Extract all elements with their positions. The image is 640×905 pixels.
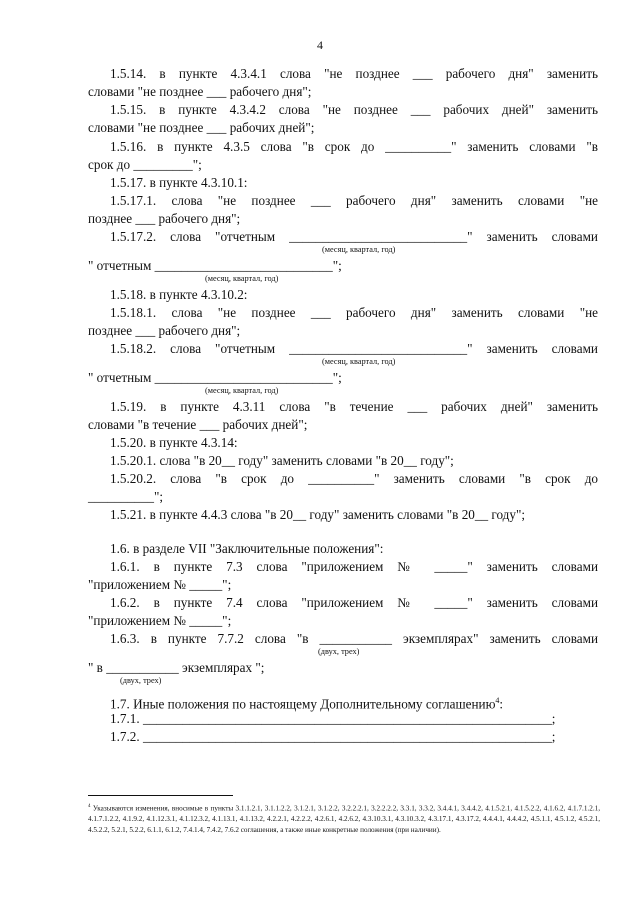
text-line: 1.5.17. в пункте 4.3.10.1: <box>110 175 248 190</box>
text-line: 1.6.1. в пункте 7.3 слова "приложением № _____" заменить словами <box>110 559 598 574</box>
text-line: 1.6.3. в пункте 7.7.2 слова "в ___________ экземплярах" заменить словами <box>110 631 598 646</box>
text-line: " отчетным ___________________________"; <box>88 370 342 385</box>
text-line: __________"; <box>88 489 163 504</box>
text-line: 1.5.20.2. слова "в срок до __________" заменить словами "в срок до <box>110 471 598 486</box>
text-line: 1.5.17.2. слова "отчетным ___________________________" заменить словами <box>110 229 598 244</box>
text-line: 1.6.2. в пункте 7.4 слова "приложением № _____" заменить словами <box>110 595 598 610</box>
footnote-reference: 4 <box>495 696 500 705</box>
text-line: "приложением № _____"; <box>88 577 232 592</box>
text-line: 1.5.20.1. слова "в 20__ году" заменить словами "в 20__ году"; <box>110 453 454 468</box>
field-caption: (двух, трех) <box>120 676 162 685</box>
footnote-mark: 4 <box>88 804 91 809</box>
text-line: словами "не позднее ___ рабочих дней"; <box>88 120 315 135</box>
field-caption: (месяц, квартал, год) <box>205 274 279 283</box>
text-line: 1.5.18.1. слова "не позднее ___ рабочего дня" заменить словами "не <box>110 305 598 320</box>
text-line: 1.5.18. в пункте 4.3.10.2: <box>110 287 248 302</box>
field-caption: (месяц, квартал, год) <box>322 357 396 366</box>
text-line: 1.7.1. ______________________________________________________________; <box>110 711 556 726</box>
field-caption: (месяц, квартал, год) <box>205 386 279 395</box>
text-line: 1.5.19. в пункте 4.3.11 слова "в течение ___ рабочих дней" заменить <box>110 399 598 414</box>
text-line: срок до _________"; <box>88 157 202 172</box>
text-line: словами "не позднее ___ рабочего дня"; <box>88 84 312 99</box>
text-line: позднее ___ рабочего дня"; <box>88 323 241 338</box>
page-number: 4 <box>317 38 323 52</box>
footnote-text: Указываются изменения, вносимые в пункты 3.1.1.2.1, 3.1.1.2.2, 3.1.2.1, 3.1.2.2, 3.2.2.2.1, 3.2.2.2.2, 3.3.1, 3.3.2, 3.4.4.1, 3.4.4.2, 4.1.5.2.1, 4.1.5.2.2, 4.1.6.2, 4.1.7.1.2.1, 4.1.7.1.2.2, 4.1.9.2, 4.1.12.3.1, 4.1.12.3.2, 4.1.13.1, 4.1.13.2, 4.2.2.1, 4.2.2.2, 4.2.6.1, 4.2.6.2, 4.3.10.3.1, 4.3.10.3.2, 4.3.17.1, 4.3.17.2, 4.4.4.1, 4.4.4.2, 4.5.1.1, 4.5.1.2, 4.5.2.1, 4.5.2.2, 5.2.1, 5.2.2, 6.1.1, 6.1.2, 7.4.1.4, 7.4.2, 7.6.2 соглашения, а также иные конкретные положения (при наличии). <box>88 804 601 834</box>
text-line: " отчетным ___________________________"; <box>88 258 342 273</box>
text-line: 1.5.18.2. слова "отчетным ___________________________" заменить словами <box>110 341 598 356</box>
text-line: 1.6. в разделе VII "Заключительные положения": <box>110 541 384 556</box>
footnote-separator <box>88 795 233 796</box>
text-line: словами "в течение ___ рабочих дней"; <box>88 417 308 432</box>
text-line: 1.7. Иные положения по настоящему Дополнительному соглашению$^4$: <box>110 696 504 712</box>
text-line: позднее ___ рабочего дня"; <box>88 211 241 226</box>
text-line: 1.5.15. в пункте 4.3.4.2 слова "не позднее ___ рабочих дней" заменить <box>110 102 598 117</box>
text-line: 1.5.16. в пункте 4.3.5 слова "в срок до __________" заменить словами "в <box>110 139 598 154</box>
text-line: 1.5.21. в пункте 4.4.3 слова "в 20__ году" заменить словами "в 20__ году"; <box>110 507 526 522</box>
field-caption: (месяц, квартал, год) <box>322 245 396 254</box>
text-line: " в ___________ экземплярах "; <box>88 660 265 675</box>
text-line: 1.7.2. ______________________________________________________________; <box>110 729 556 744</box>
text-line: 1.5.17.1. слова "не позднее ___ рабочего дня" заменить словами "не <box>110 193 598 208</box>
text-line: 1.5.20. в пункте 4.3.14: <box>110 435 238 450</box>
field-caption: (двух, трех) <box>318 647 360 656</box>
footnote <box>88 802 600 835</box>
text-line: "приложением № _____"; <box>88 613 232 628</box>
text-line: 1.5.14. в пункте 4.3.4.1 слова "не позднее ___ рабочего дня" заменить <box>110 66 598 81</box>
